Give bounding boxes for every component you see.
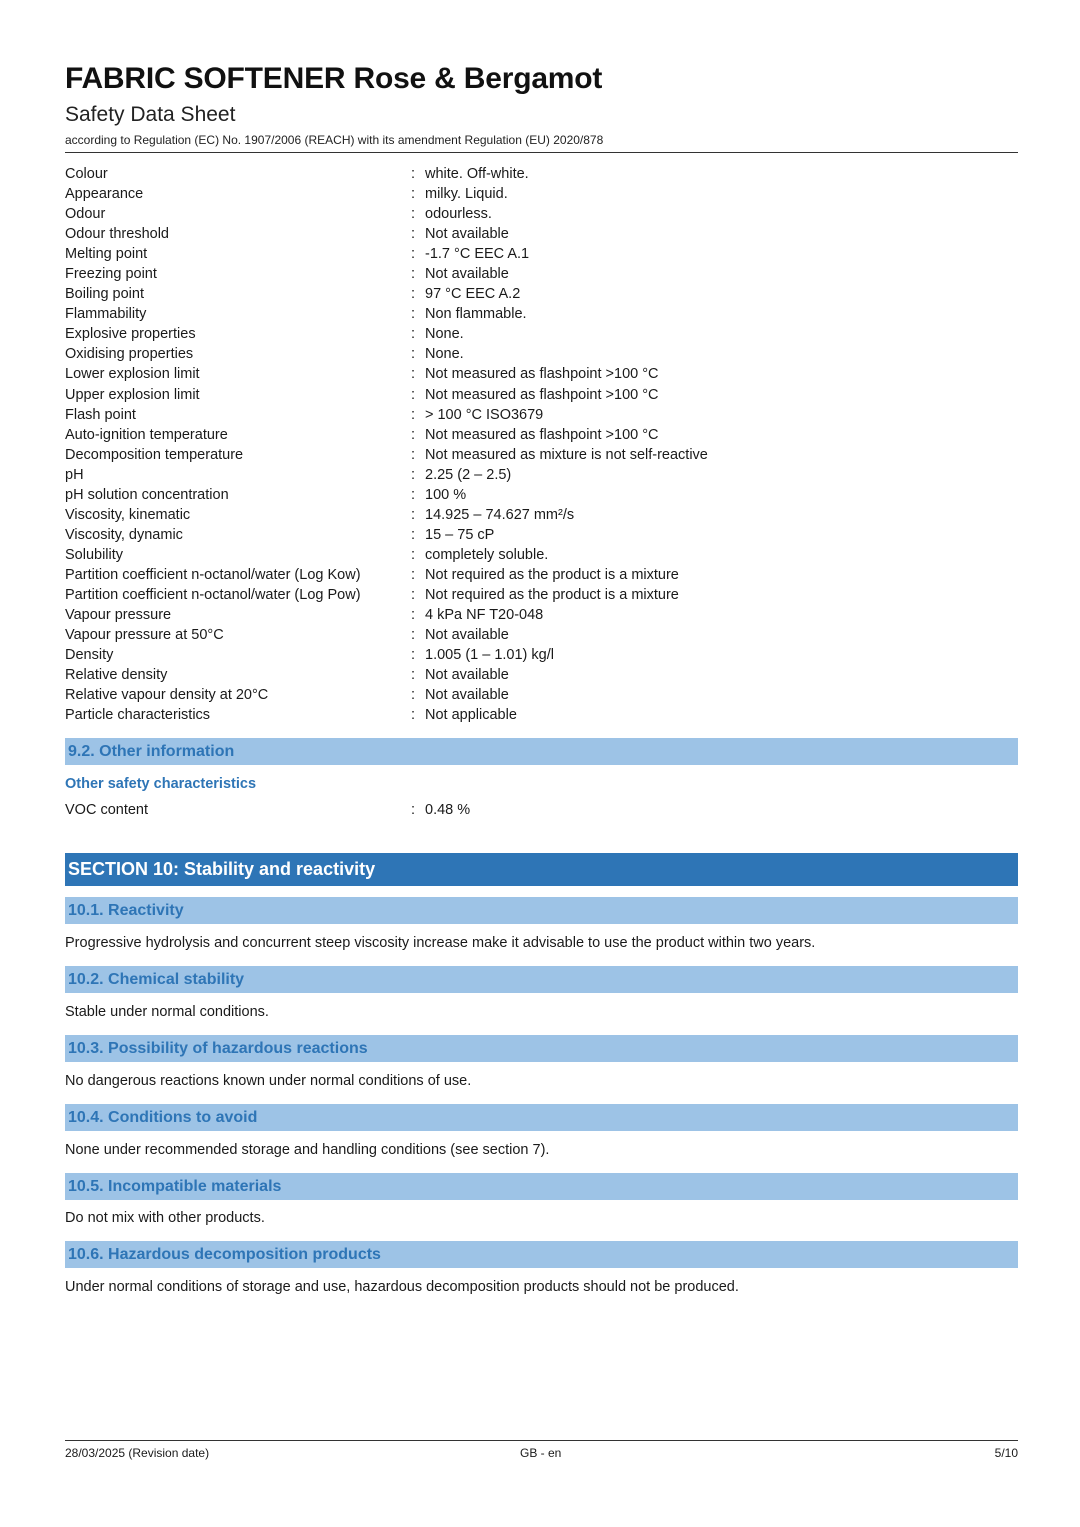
property-colon: : bbox=[411, 166, 416, 182]
property-row bbox=[65, 304, 1018, 324]
property-colon: : bbox=[411, 566, 416, 583]
property-row bbox=[65, 465, 1018, 485]
subsection-heading-incompatible-materials: 10.5. Incompatible materials bbox=[65, 1173, 1018, 1200]
property-row bbox=[65, 665, 1018, 685]
property-row bbox=[65, 605, 1018, 625]
property-colon: : bbox=[411, 306, 416, 323]
property-row bbox=[65, 705, 1018, 725]
property-label: Vapour pressure bbox=[65, 607, 172, 624]
voc-label: VOC content bbox=[65, 802, 149, 818]
property-colon: : bbox=[411, 466, 416, 483]
property-value: > 100 °C ISO3679 bbox=[425, 406, 544, 423]
property-label: Relative vapour density at 20°C bbox=[65, 687, 269, 704]
subsection-heading-reactivity: 10.1. Reactivity bbox=[65, 897, 1018, 924]
property-value: odourless. bbox=[425, 206, 492, 223]
property-value: Not applicable bbox=[425, 707, 517, 724]
property-label: Odour bbox=[65, 206, 106, 223]
property-row bbox=[65, 585, 1018, 605]
document-title: FABRIC SOFTENER Rose & Bergamot bbox=[65, 62, 603, 95]
chemical-stability-text: Stable under normal conditions. bbox=[65, 1004, 269, 1020]
property-colon: : bbox=[411, 586, 416, 603]
property-label: Auto-ignition temperature bbox=[65, 426, 228, 443]
property-value: 14.925 – 74.627 mm²/s bbox=[425, 506, 575, 523]
property-row bbox=[65, 364, 1018, 384]
property-label: Particle characteristics bbox=[65, 707, 211, 724]
property-label: Partition coefficient n-octanol/water (Log Kow) bbox=[65, 566, 361, 583]
section-10-heading: SECTION 10: Stability and reactivity bbox=[65, 853, 1018, 886]
property-label: Density bbox=[65, 647, 114, 664]
property-row bbox=[65, 204, 1018, 224]
property-row bbox=[65, 224, 1018, 244]
footer-divider bbox=[65, 1440, 1018, 1441]
header-divider bbox=[65, 152, 1018, 153]
subsection-heading-conditions-to-avoid: 10.4. Conditions to avoid bbox=[65, 1104, 1018, 1131]
property-row bbox=[65, 445, 1018, 465]
property-row bbox=[65, 284, 1018, 304]
property-label: Explosive properties bbox=[65, 326, 196, 343]
property-value: Not measured as flashpoint >100 °C bbox=[425, 426, 659, 443]
property-row bbox=[65, 525, 1018, 545]
property-colon: : bbox=[411, 707, 416, 724]
property-colon: : bbox=[411, 426, 416, 443]
property-value: milky. Liquid. bbox=[425, 186, 508, 203]
property-row bbox=[65, 545, 1018, 565]
property-row bbox=[65, 505, 1018, 525]
property-row bbox=[65, 385, 1018, 405]
property-colon: : bbox=[411, 386, 416, 403]
page-number: 5/10 bbox=[994, 1446, 1018, 1460]
subsection-heading-hazardous-decomposition: 10.6. Hazardous decomposition products bbox=[65, 1241, 1018, 1268]
property-row bbox=[65, 625, 1018, 645]
property-label: Boiling point bbox=[65, 286, 144, 303]
property-value: 1.005 (1 – 1.01) kg/l bbox=[425, 647, 554, 664]
voc-value: 0.48 % bbox=[425, 802, 471, 818]
property-label: Relative density bbox=[65, 667, 168, 684]
property-colon: : bbox=[411, 607, 416, 624]
property-label: pH bbox=[65, 466, 84, 483]
property-value: 100 % bbox=[425, 486, 467, 503]
property-colon: : bbox=[411, 246, 416, 263]
property-value: Non flammable. bbox=[425, 306, 527, 323]
property-label: Viscosity, dynamic bbox=[65, 526, 183, 543]
property-colon: : bbox=[411, 486, 416, 503]
property-colon: : bbox=[411, 546, 416, 563]
locale-label: GB - en bbox=[520, 1446, 562, 1460]
property-label: Appearance bbox=[65, 186, 144, 203]
property-value: 4 kPa NF T20-048 bbox=[425, 607, 544, 624]
revision-date: 28/03/2025 (Revision date) bbox=[65, 1446, 210, 1460]
document-subtitle: Safety Data Sheet bbox=[65, 103, 236, 126]
conditions-to-avoid-text: None under recommended storage and handling conditions (see section 7). bbox=[65, 1142, 550, 1158]
property-label: Flammability bbox=[65, 306, 147, 323]
property-label: pH solution concentration bbox=[65, 486, 229, 503]
property-label: Freezing point bbox=[65, 266, 157, 283]
property-row bbox=[65, 485, 1018, 505]
properties-table bbox=[65, 164, 1018, 725]
property-colon: : bbox=[411, 647, 416, 664]
property-colon: : bbox=[411, 326, 416, 343]
subsection-heading-other-information: 9.2. Other information bbox=[65, 738, 1018, 765]
hazardous-reactions-text: No dangerous reactions known under normal conditions of use. bbox=[65, 1073, 472, 1089]
property-value: white. Off-white. bbox=[425, 166, 529, 182]
property-row bbox=[65, 565, 1018, 585]
reactivity-text: Progressive hydrolysis and concurrent steep viscosity increase make it advisable to use the product within two years. bbox=[65, 935, 816, 951]
property-row bbox=[65, 685, 1018, 705]
other-safety-characteristics-heading: Other safety characteristics bbox=[65, 776, 257, 792]
property-row bbox=[65, 184, 1018, 204]
property-label: Upper explosion limit bbox=[65, 386, 200, 403]
property-label: Decomposition temperature bbox=[65, 446, 244, 463]
property-colon: : bbox=[411, 667, 416, 684]
property-label: Odour threshold bbox=[65, 226, 169, 243]
property-value: Not required as the product is a mixture bbox=[425, 586, 679, 603]
property-value: Not required as the product is a mixture bbox=[425, 566, 679, 583]
property-value: -1.7 °C EEC A.1 bbox=[425, 246, 530, 263]
property-row bbox=[65, 244, 1018, 264]
property-value: 2.25 (2 – 2.5) bbox=[425, 466, 512, 483]
property-colon: : bbox=[411, 346, 416, 363]
property-row bbox=[65, 344, 1018, 364]
subsection-heading-hazardous-reactions: 10.3. Possibility of hazardous reactions bbox=[65, 1035, 1018, 1062]
property-colon: : bbox=[411, 366, 416, 383]
property-row bbox=[65, 264, 1018, 284]
subsection-heading-chemical-stability: 10.2. Chemical stability bbox=[65, 966, 1018, 993]
property-label: Partition coefficient n-octanol/water (Log Pow) bbox=[65, 586, 361, 603]
property-value: Not measured as flashpoint >100 °C bbox=[425, 366, 659, 383]
property-row bbox=[65, 645, 1018, 665]
property-value: Not measured as flashpoint >100 °C bbox=[425, 386, 659, 403]
property-row bbox=[65, 425, 1018, 445]
property-value: 15 – 75 cP bbox=[425, 526, 495, 543]
property-value: Not measured as mixture is not self-reactive bbox=[425, 446, 708, 463]
property-colon: : bbox=[411, 186, 416, 203]
property-label: Colour bbox=[65, 166, 108, 182]
regulation-note: according to Regulation (EC) No. 1907/2006 (REACH) with its amendment Regulation (EU) 2020/878 bbox=[65, 133, 604, 147]
property-colon: : bbox=[411, 286, 416, 303]
property-colon: : bbox=[411, 266, 416, 283]
property-label: Viscosity, kinematic bbox=[65, 506, 191, 523]
incompatible-materials-text: Do not mix with other products. bbox=[65, 1210, 265, 1226]
property-row bbox=[65, 405, 1018, 425]
property-row bbox=[65, 164, 1018, 184]
property-colon: : bbox=[411, 526, 416, 543]
property-label: Oxidising properties bbox=[65, 346, 194, 363]
property-label: Lower explosion limit bbox=[65, 366, 200, 383]
voc-row bbox=[65, 800, 1018, 820]
property-colon: : bbox=[411, 226, 416, 243]
property-colon: : bbox=[411, 687, 416, 704]
property-label: Vapour pressure at 50°C bbox=[65, 627, 224, 644]
property-label: Solubility bbox=[65, 546, 124, 563]
property-value: Not available bbox=[425, 266, 509, 283]
property-colon: : bbox=[411, 627, 416, 644]
property-colon: : bbox=[411, 506, 416, 523]
property-value: Not available bbox=[425, 687, 509, 704]
property-value: completely soluble. bbox=[425, 546, 549, 563]
property-row bbox=[65, 324, 1018, 344]
property-value: 97 °C EEC A.2 bbox=[425, 286, 521, 303]
property-colon: : bbox=[411, 802, 416, 818]
property-colon: : bbox=[411, 406, 416, 423]
property-value: Not available bbox=[425, 667, 509, 684]
property-value: None. bbox=[425, 346, 464, 363]
hazardous-decomposition-text: Under normal conditions of storage and use, hazardous decomposition products should not be produced. bbox=[65, 1279, 739, 1295]
property-value: Not available bbox=[425, 226, 509, 243]
sds-page bbox=[65, 0, 1018, 1527]
property-value: None. bbox=[425, 326, 464, 343]
property-colon: : bbox=[411, 446, 416, 463]
property-label: Melting point bbox=[65, 246, 148, 263]
property-value: Not available bbox=[425, 627, 509, 644]
property-colon: : bbox=[411, 206, 416, 223]
property-label: Flash point bbox=[65, 406, 136, 423]
